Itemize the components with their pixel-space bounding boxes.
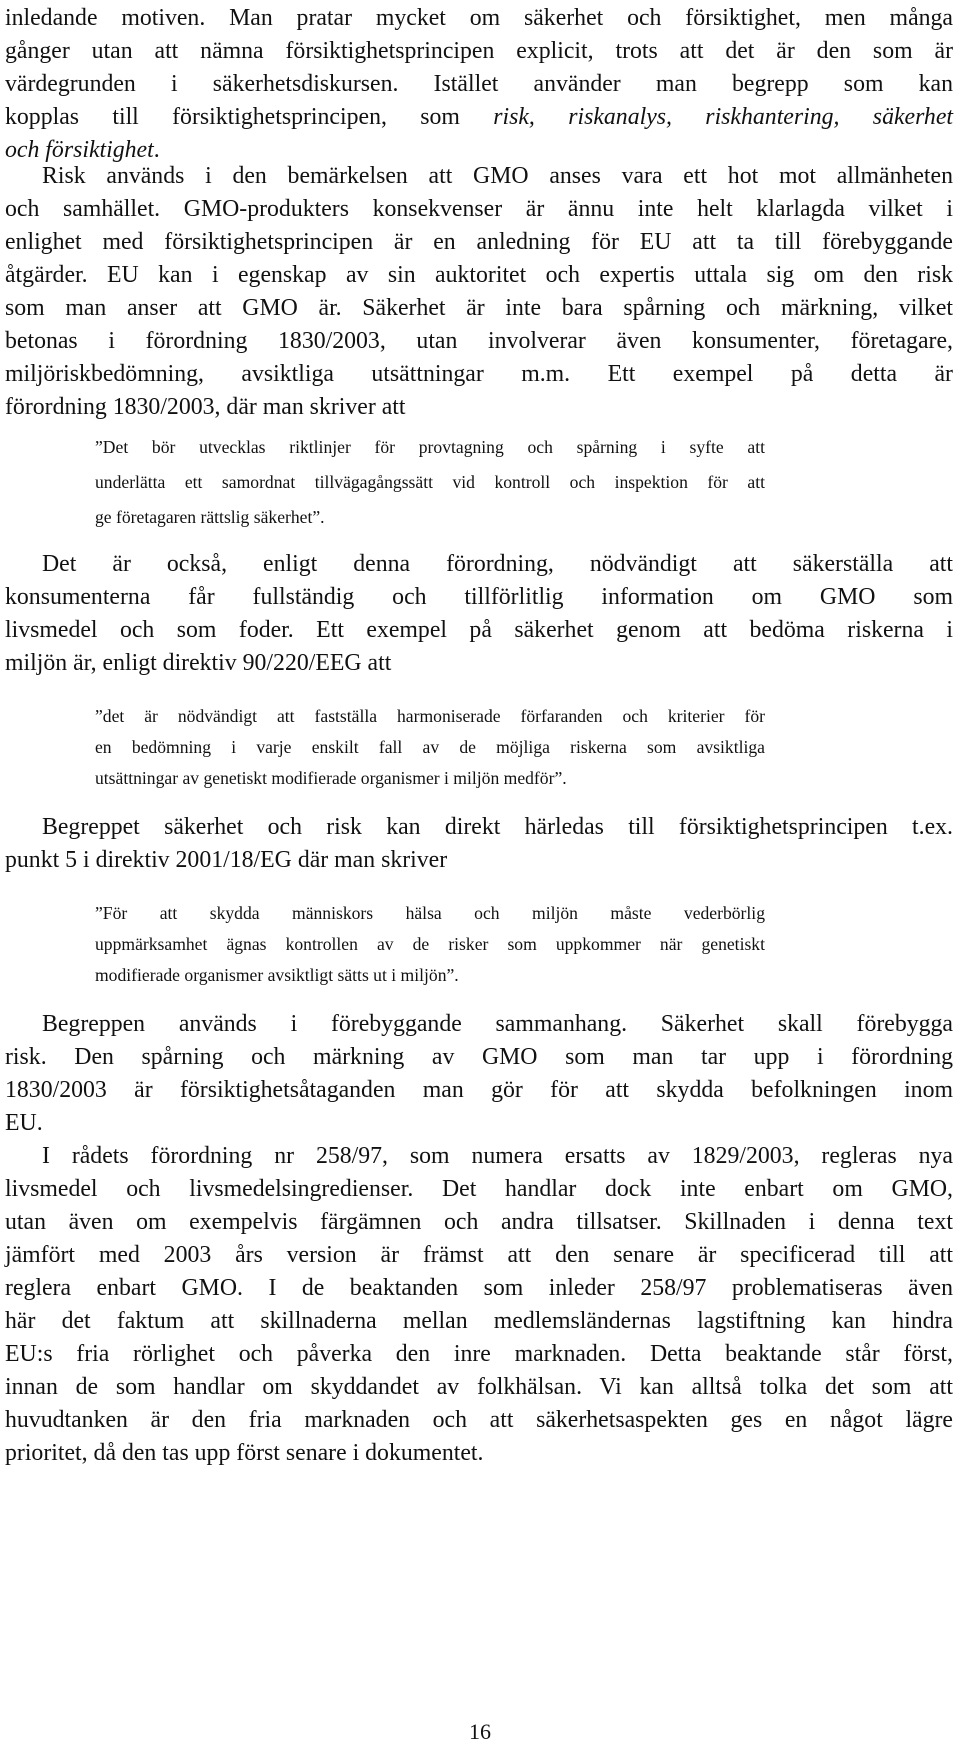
text-span: kopplas till försiktighetsprincipen, som <box>5 104 494 130</box>
paragraph-line: innan de som handlar om skyddandet av folkhälsan. Vi kan alltså tolka det som att <box>5 1374 953 1400</box>
paragraph-line: förordning 1830/2003, där man skriver att <box>5 394 406 420</box>
paragraph-line: och samhället. GMO-produkters konsekvenser är ännu inte helt klarlagda vilket i <box>5 196 953 222</box>
paragraph-line: reglera enbart GMO. I de beaktanden som inleder 258/97 problematiseras även <box>5 1275 953 1301</box>
paragraph-line: huvudtanken är den fria marknaden och att säkerhetsaspekten ges en något lägre <box>5 1407 953 1433</box>
paragraph-line: som man anser att GMO är. Säkerhet är inte bara spårning och märkning, vilket <box>5 295 953 321</box>
paragraph-line: livsmedel och som foder. Ett exempel på säkerhet genom att bedöma riskerna i <box>5 617 953 643</box>
paragraph-line: risk. Den spårning och märkning av GMO som man tar upp i förordning <box>5 1044 953 1070</box>
paragraph-line: 1830/2003 är försiktighetsåtaganden man gör för att skydda befolkningen inom <box>5 1077 953 1103</box>
quote-line: modifierade organismer avsiktligt sätts ut i miljön”. <box>95 965 459 985</box>
paragraph-line: EU:s fria rörlighet och påverka den inre marknaden. Detta beaktande står först, <box>5 1341 953 1367</box>
paragraph-line: enlighet med försiktighetsprincipen är en anledning för EU att ta till förebyggande <box>5 229 953 255</box>
paragraph-line: gånger utan att nämna försiktighetsprincipen explicit, trots att det är den som är <box>5 38 953 64</box>
paragraph-line: konsumenterna får fullständig och tillförlitlig information om GMO som <box>5 584 953 610</box>
paragraph-line-mixed <box>5 101 953 133</box>
paragraph-line: Det är också, enligt denna förordning, nödvändigt att säkerställa att <box>42 551 953 577</box>
quote-line: uppmärksamhet ägnas kontrollen av de risker som uppkommer när genetiskt <box>95 934 765 954</box>
quote-line: underlätta ett samordnat tillvägagångssätt vid kontroll och inspektion för att <box>95 472 765 492</box>
paragraph-line: här det faktum att skillnaderna mellan medlemsländernas lagstiftning kan hindra <box>5 1308 953 1334</box>
paragraph-line: EU. <box>5 1110 43 1136</box>
paragraph-line: betonas i förordning 1830/2003, utan involverar även konsumenter, företagare, <box>5 328 953 354</box>
quote-line: utsättningar av genetiskt modifierade organismer i miljön medför”. <box>95 768 567 788</box>
paragraph-line: punkt 5 i direktiv 2001/18/EG där man skriver <box>5 847 448 873</box>
quote-line: ”Det bör utvecklas riktlinjer för provtagning och spårning i syfte att <box>95 437 765 457</box>
paragraph-line: Begreppen används i förebyggande sammanhang. Säkerhet skall förebygga <box>42 1011 953 1037</box>
italic-term: och försiktighet <box>5 137 154 163</box>
paragraph-line: miljöriskbedömning, avsiktliga utsättningar m.m. Ett exempel på detta är <box>5 361 953 387</box>
paragraph-line: värdegrunden i säkerhetsdiskursen. Istället använder man begrepp som kan <box>5 71 953 97</box>
paragraph-line: I rådets förordning nr 258/97, som numera ersatts av 1829/2003, regleras nya <box>42 1143 953 1169</box>
paragraph-line: åtgärder. EU kan i egenskap av sin auktoritet och expertis uttala sig om den risk <box>5 262 953 288</box>
italic-terms: risk, riskanalys, riskhantering, säkerhet <box>493 104 953 130</box>
text-span: . <box>153 137 160 163</box>
paragraph-line: inledande motiven. Man pratar mycket om säkerhet och försiktighet, men många <box>5 5 953 31</box>
paragraph-line: jämfört med 2003 års version är främst att den senare är specificerad till att <box>5 1242 953 1268</box>
paragraph-line: miljön är, enligt direktiv 90/220/EEG att <box>5 650 392 676</box>
paragraph-line: Risk används i den bemärkelsen att GMO anses vara ett hot mot allmänheten <box>42 163 953 189</box>
quote-line: en bedömning i varje enskilt fall av de möjliga riskerna som avsiktliga <box>95 737 765 757</box>
quote-line: ”För att skydda människors hälsa och miljön måste vederbörlig <box>95 903 765 923</box>
quote-line: ge företagaren rättslig säkerhet”. <box>95 507 325 527</box>
paragraph-line: utan även om exempelvis färgämnen och andra tillsatser. Skillnaden i denna text <box>5 1209 953 1235</box>
paragraph-line: Begreppet säkerhet och risk kan direkt härledas till försiktighetsprincipen t.ex. <box>42 814 953 840</box>
paragraph-line: prioritet, då den tas upp först senare i dokumentet. <box>5 1440 484 1466</box>
quote-line: ”det är nödvändigt att fastställa harmoniserade förfaranden och kriterier för <box>95 706 765 726</box>
paragraph-line: livsmedel och livsmedelsingredienser. Det handlar dock inte enbart om GMO, <box>5 1176 953 1202</box>
page-number: 16 <box>469 1719 491 1744</box>
